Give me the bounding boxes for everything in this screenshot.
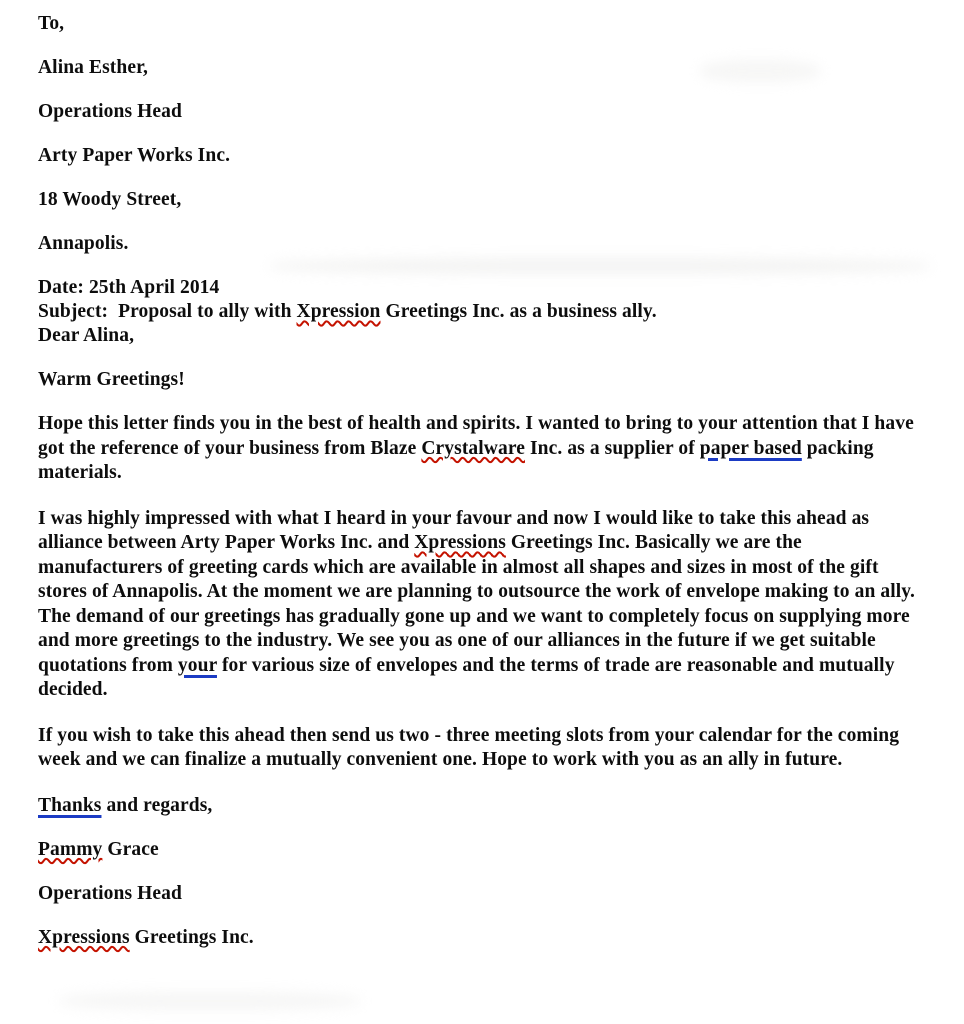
recipient-block	[38, 12, 924, 256]
text-segment: Inc. as a supplier of	[525, 437, 700, 459]
closing-sender-name	[38, 838, 924, 862]
recipient-to	[38, 12, 924, 36]
text-segment: Arty Paper Works Inc.	[38, 145, 231, 166]
body-paragraph-3	[38, 724, 922, 773]
recipient-city	[38, 232, 924, 256]
text-segment: Dear Alina,	[38, 325, 135, 346]
text-segment: packing materials.	[38, 437, 874, 483]
greeting-line	[38, 368, 924, 392]
closing-sender-company	[38, 926, 924, 950]
date-line	[38, 276, 924, 300]
salutation-block	[38, 324, 924, 392]
spell-error-word: Xpressions	[38, 926, 130, 948]
text-segment: If you wish to take this ahead then send us two - three meeting slots from your calendar for the coming week and we can finalize a mutually convenient one. Hope to work with you as an ally in future.	[38, 724, 900, 770]
text-segment: Alina Esther,	[38, 57, 149, 78]
text-segment: for various size of envelopes and the terms of trade are reasonable and mutually decided.	[38, 654, 895, 700]
text-segment: To,	[38, 13, 65, 34]
text-segment: Annapolis.	[38, 233, 129, 254]
text-segment: Greetings Inc. Basically we are the manufacturers of greeting cards which are available in almost all shapes and sizes in most of the gift stores of Annapolis. At the moment we are planning to outsource the work of envelope making to an ally. The demand of our greetings has gradually gone up and we want to completely focus on supplying more and more greetings to the industry. We see you as one of our alliances in the future if we get suitable quotations from	[38, 532, 915, 676]
scan-artifact	[270, 258, 930, 274]
text-segment: Hope this letter finds you in the best of health and spirits. I wanted to bring to your attention that I have got the reference of your business from Blaze	[38, 413, 914, 459]
body-paragraph-2	[38, 507, 922, 703]
closing-block	[38, 794, 924, 950]
salutation-line	[38, 324, 924, 348]
recipient-company	[38, 144, 924, 168]
body-block	[38, 412, 924, 773]
spell-error-word: Xpression	[296, 301, 381, 322]
scan-artifact	[60, 992, 360, 1010]
grammar-mark-word: your	[177, 654, 217, 676]
text-segment: Warm Greetings!	[38, 369, 185, 390]
text-segment: I was highly impressed with what I heard in your favour and now I would like to take this ahead as alliance between Arty Paper Works Inc. and	[38, 507, 870, 553]
subject-line	[38, 300, 924, 324]
text-segment: and regards,	[101, 794, 213, 816]
text-segment: Date: 25th April 2014	[38, 277, 220, 298]
recipient-name	[38, 56, 924, 80]
grammar-mark-word: Thanks	[38, 794, 102, 816]
date-subject-block	[38, 276, 924, 324]
text-segment: Operations Head	[38, 101, 182, 122]
grammar-mark-word: paper based	[699, 437, 802, 459]
closing-sender-title	[38, 882, 924, 906]
text-segment: Operations Head	[38, 882, 182, 904]
closing-regards	[38, 794, 924, 818]
text-segment: Greetings Inc.	[129, 926, 254, 948]
text-segment: Grace	[102, 838, 159, 860]
recipient-street	[38, 188, 924, 212]
spell-error-word: Xpressions	[414, 532, 506, 553]
spell-error-word: Crystalware	[421, 437, 525, 459]
body-paragraph-1	[38, 412, 922, 486]
text-segment: Subject: Proposal to ally with	[38, 301, 297, 322]
recipient-title	[38, 100, 924, 124]
text-segment: Greetings Inc. as a business ally.	[380, 301, 657, 322]
spell-error-word: Pammy	[38, 838, 103, 860]
text-segment: 18 Woody Street,	[38, 189, 182, 210]
